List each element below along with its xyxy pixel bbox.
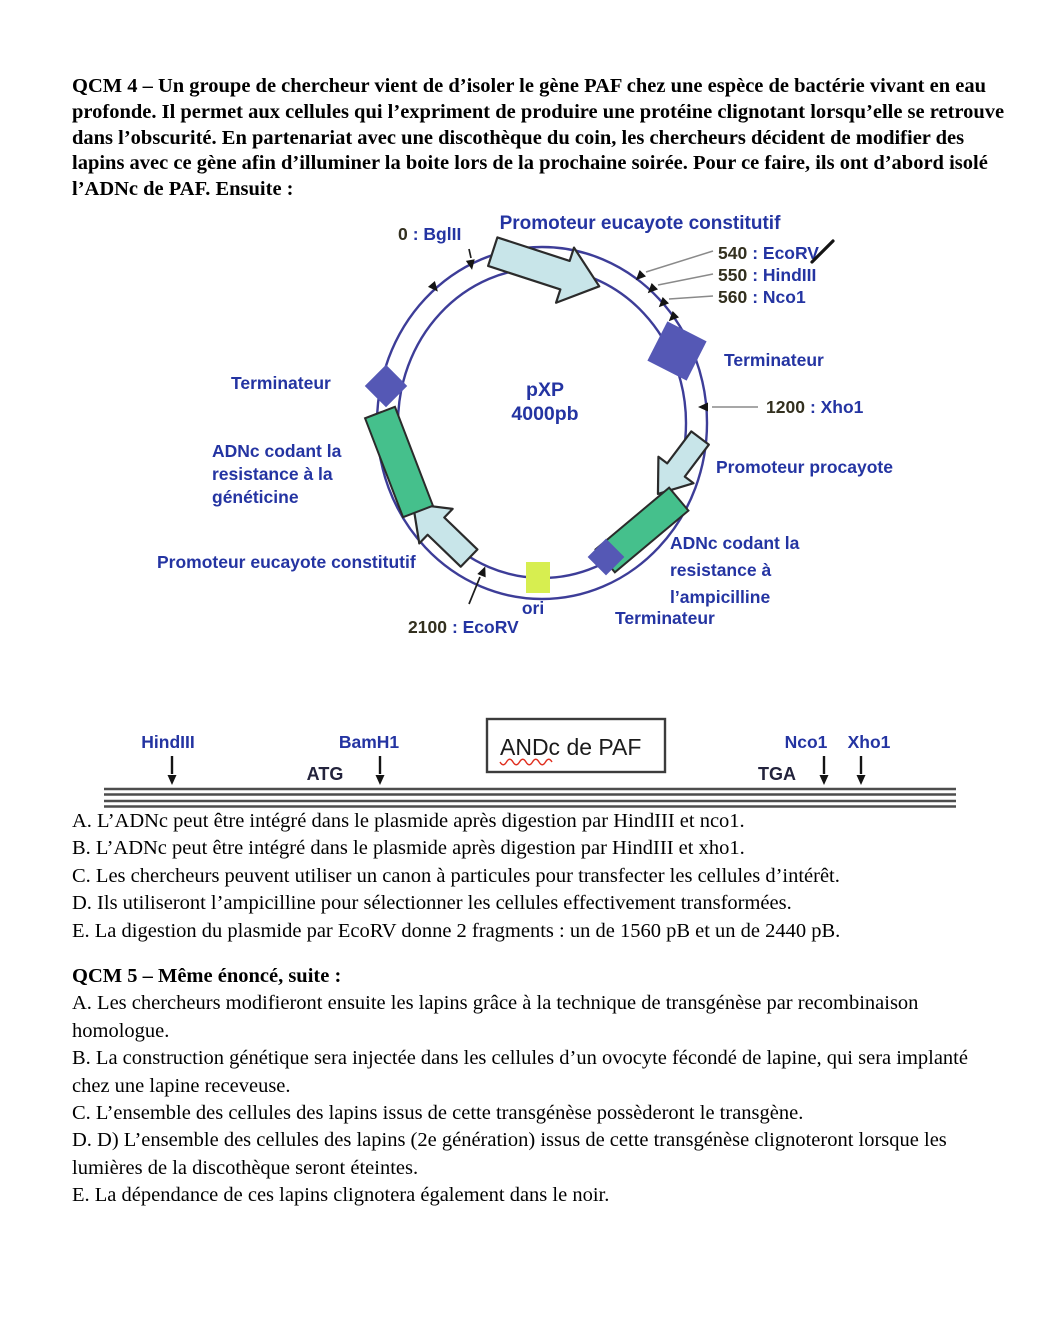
label-site-2100-ecorv: 2100 : EcoRV xyxy=(408,617,519,637)
plasmid-diagram xyxy=(0,205,1061,675)
qcm5-option-a: A. Les chercheurs modifieront ensuite les lapins grâce à la technique de transgénèse par recombinaison homologue. xyxy=(72,992,919,1042)
qcm4-intro: QCM 4 – Un groupe de chercheur vient de d’isoler le gène PAF chez une espèce de bactérie vivant en eau profonde. Il permet aux cellules qui l’expriment de produire une protéine clignotant lorsqu’elle se retrouve dans l’obscurité. En partenariat avec une discothèque du coin, les chercheurs décident de modifier des lapins avec ce gène afin d’illuminer la boite lors de la prochaine soirée. Pour ce faire, ils ont d’abord isolé l’ADNc de PAF. Ensuite : xyxy=(72,75,1005,201)
qcm4-option-e: E. La digestion du plasmide par EcoRV donne 2 fragments : un de 1560 pB et un de 2440 pB. xyxy=(72,919,841,942)
xho1-arrow-icon xyxy=(857,756,866,785)
connector-line-540 xyxy=(646,251,713,272)
qcm4-options xyxy=(72,808,1008,945)
label-site-550-hindiii: 550 : HindIII xyxy=(718,265,817,285)
linear-construct-diagram xyxy=(0,702,1061,817)
qcm5-option-d: D. D) L’ensemble des cellules des lapins (2e génération) issus de cette transgénèse clignoteront lorsque les lumières de la discothèque seront éteintes. xyxy=(72,1129,947,1179)
connector-line-560 xyxy=(669,296,713,299)
qcm4-option-a: A. L’ADNc peut être intégré dans le plasmide après digestion par HindIII et nco1. xyxy=(72,810,745,832)
qcm4-option-b: B. L’ADNc peut être intégré dans le plasmide après digestion par HindIII et xho1. xyxy=(72,837,745,860)
label-ori: ori xyxy=(521,598,545,618)
label-site-bglii: 0 : BglII xyxy=(398,224,462,244)
connector-line-550 xyxy=(658,274,713,285)
label-adnc-geneticin-line1: ADNc codant la xyxy=(212,441,342,461)
label-site-1200-xho1: 1200 : Xho1 xyxy=(766,397,864,417)
label-adnc-ampicillin-line3: l’ampicilline xyxy=(670,587,771,607)
connector-line-bglii xyxy=(469,249,471,258)
construct-label-bamh1: BamH1 xyxy=(338,732,400,752)
qcm5-section xyxy=(72,963,1008,1210)
label-adnc-ampicillin-line2: resistance à xyxy=(670,560,772,580)
qcm4-option-c: C. Les chercheurs peuvent utiliser un canon à particules pour transfecter les cellules d’intérêt. xyxy=(72,864,840,887)
qcm5-header: QCM 5 – Même énoncé, suite : xyxy=(72,965,342,987)
construct-label-hindiii: HindIII xyxy=(141,732,195,752)
qcm5-option-b: B. La construction génétique sera injectée dans les cellules d’un ovocyte fécondé de lapine, qui sera implanté chez une lapine receveuse. xyxy=(72,1047,968,1097)
construct-label-tga: TGA xyxy=(758,764,796,784)
label-terminator-right: Terminateur xyxy=(724,350,824,370)
ori-block xyxy=(526,562,550,593)
nco1-arrow-icon xyxy=(820,756,829,785)
construct-label-xho1: Xho1 xyxy=(847,732,891,752)
hindiii-arrow-icon xyxy=(168,756,177,785)
terminator-diamond-left xyxy=(365,365,407,407)
construct-label-nco1: Nco1 xyxy=(784,732,828,752)
label-adnc-geneticin-line2: resistance à la xyxy=(212,464,333,484)
label-terminator-bottom: Terminateur xyxy=(615,608,715,628)
bamh1-arrow-icon xyxy=(376,756,385,785)
promoter-eukaryote-top-arrow xyxy=(484,224,608,314)
plasmid-size: 4000pb xyxy=(511,403,579,425)
geneticin-resistance-gene-block xyxy=(365,407,433,517)
tick-xho1-icon xyxy=(698,403,708,412)
cdna-label-text: ANDc de PAF xyxy=(500,734,642,760)
plasmid-name: pXP xyxy=(526,379,564,401)
label-site-540-ecorv: 540 : EcoRV xyxy=(718,243,819,263)
label-terminator-left: Terminateur xyxy=(231,373,331,393)
label-adnc-ampicillin-line1: ADNc codant la xyxy=(670,533,800,553)
dna-double-line xyxy=(104,789,956,807)
label-promoter-eukaryote-top: Promoteur eucayote constitutif xyxy=(499,213,781,234)
label-adnc-geneticin-line3: généticine xyxy=(212,487,299,507)
qcm5-option-e: E. La dépendance de ces lapins clignotera également dans le noir. xyxy=(72,1184,610,1207)
qcm5-option-c: C. L’ensemble des cellules des lapins issus de cette transgénèse possèderont le transgène. xyxy=(72,1102,804,1125)
construct-label-atg: ATG xyxy=(306,764,344,784)
label-site-560-nco1: 560 : Nco1 xyxy=(718,287,806,307)
qcm4-option-d: D. Ils utiliseront l’ampicilline pour sélectionner les cellules effectivement transformées. xyxy=(72,892,792,915)
label-promoter-eukaryote-bottom: Promoteur eucayote constitutif xyxy=(157,552,416,572)
label-promoter-prokaryote: Promoteur procayote xyxy=(716,457,893,477)
